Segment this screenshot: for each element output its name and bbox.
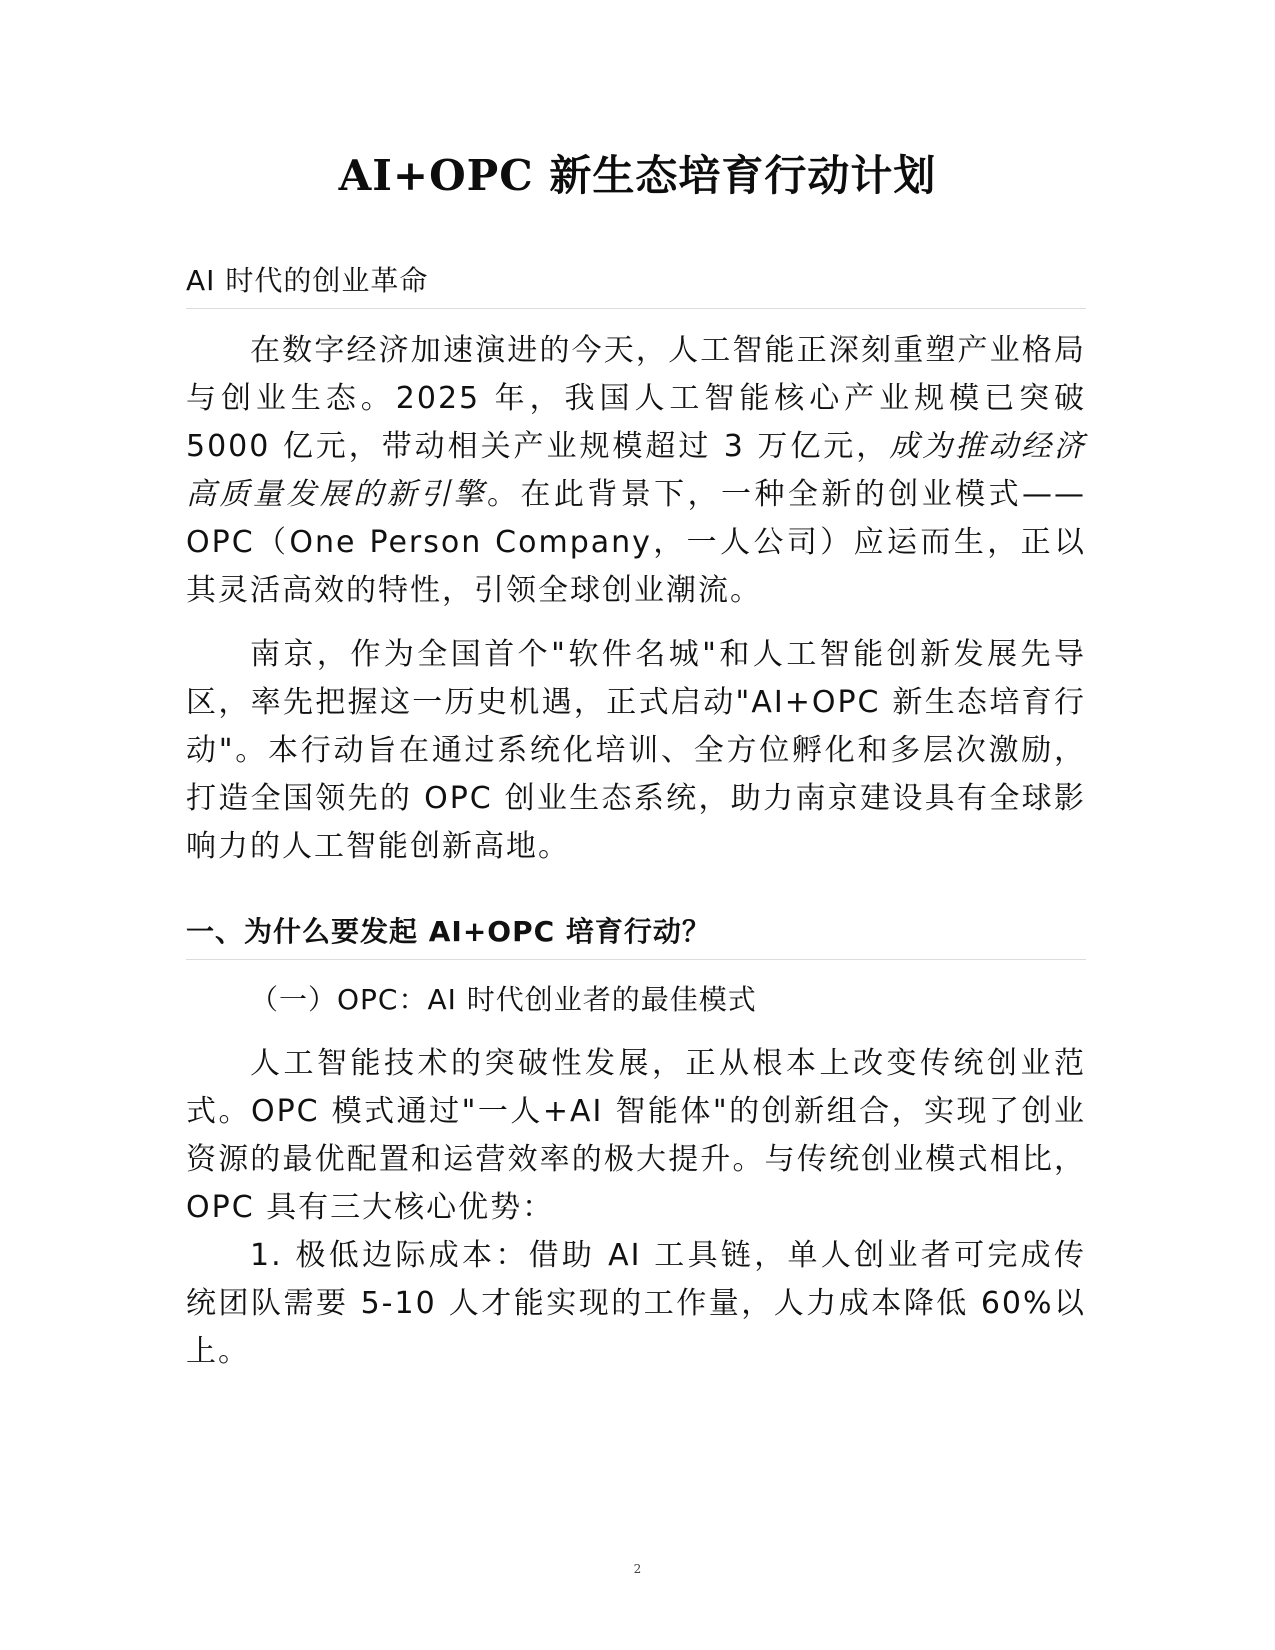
intro-paragraph-1-text-b: 。在此背景下，一种全新的创业模式——OPC（One Person Company，一人公司）应运而生，正以其灵活高效的特性，引领全球创业潮流。 bbox=[186, 477, 1087, 608]
section-one-paragraph-1: 人工智能技术的突破性发展，正从根本上改变传统创业范式。OPC 模式通过"一人+AI 智能体"的创新组合，实现了创业资源的最优配置和运营效率的极大提升。与传统创业模式相比，OPC 具有三大核心优势： bbox=[186, 1046, 1086, 1225]
page-number: 2 bbox=[633, 1562, 642, 1576]
document-title: AI+OPC 新生态培育行动计划 bbox=[338, 151, 937, 200]
intro-paragraph-1-text-a: 在数字经济加速演进的今天，人工智能正深刻重塑产业格局与创业生态。2025 年，我国人工智能核心产业规模已突破 5000 亿元，带动相关产业规模超过 3 万亿元， bbox=[186, 333, 1086, 464]
intro-paragraph-1 bbox=[186, 327, 1086, 615]
document-body bbox=[186, 262, 1086, 1376]
subsection-heading-1: （一）OPC：AI 时代创业者的最佳模式 bbox=[250, 983, 757, 1016]
list-item-1: 1. 极低边际成本：借助 AI 工具链，单人创业者可完成传统团队需要 5-10 人才能实现的工作量，人力成本降低 60%以上。 bbox=[186, 1238, 1086, 1369]
section-heading-intro: AI 时代的创业革命 bbox=[186, 262, 1086, 309]
intro-paragraph-1-emphasis: 成为推动经济高质量发展的新引擎 bbox=[186, 429, 1087, 512]
intro-paragraph-2: 南京，作为全国首个"软件名城"和人工智能创新发展先导区，率先把握这一历史机遇，正式启动"AI+OPC 新生态培育行动"。本行动旨在通过系统化培训、全方位孵化和多层次激励，打造全国领先的 OPC 创业生态系统，助力南京建设具有全球影响力的人工智能创新高地。 bbox=[186, 637, 1086, 864]
section-heading-one: 一、为什么要发起 AI+OPC 培育行动？ bbox=[186, 913, 1086, 960]
